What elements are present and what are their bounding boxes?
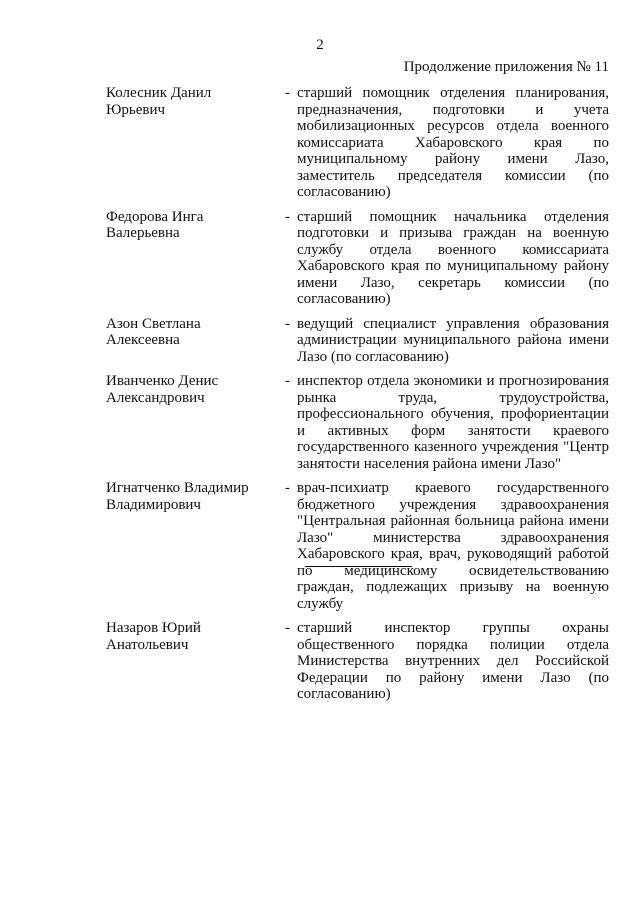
appendix-continuation-heading: Продолжение приложения № 11 <box>403 59 609 75</box>
member-name-line: Колесник Данил <box>106 85 212 101</box>
commission-members-list <box>106 85 609 703</box>
member-dash: - <box>285 373 290 389</box>
member-name-line: Владимирович <box>106 496 201 513</box>
member-item <box>106 316 609 366</box>
member-role: старший помощник отделения планирования, предназначения, подготовки и учета мобилизационных ресурсов отдела военного комиссариата Хабаровского края по муниципальному району имени Лазо, заместитель председателя комиссии (по согласованию) <box>297 85 609 200</box>
member-name <box>106 85 285 118</box>
member-name <box>106 209 285 242</box>
member-role: инспектор отдела экономики и прогнозирования рынка труда, трудоустройства, профессионального обучения, профориентации и активных форм занятости краевого государственного казенного учреждения "Центр занятости населения района имени Лазо" <box>297 373 609 472</box>
member-role: старший инспектор группы охраны общественного порядка полиции отдела Министерства внутренних дел Российской Федерации по району имени Лазо (по согласованию) <box>297 620 609 702</box>
member-role: старший помощник начальника отделения подготовки и призыва граждан на военную службу отдела военного комиссариата Хабаровского края по муниципальному району имени Лазо, секретарь комиссии (по согласованию) <box>297 208 609 307</box>
member-name-line: Федорова Инга <box>106 208 204 225</box>
member-name <box>106 373 285 406</box>
member-name <box>106 480 285 513</box>
member-name-line: Валерьевна <box>106 225 180 241</box>
member-name <box>106 620 285 653</box>
member-item <box>106 209 609 308</box>
member-name-line: Александрович <box>106 389 205 406</box>
member-role: ведущий специалист управления образования администрации муниципального района имени Лазо (по согласованию) <box>297 315 609 365</box>
page-number: 2 <box>316 37 324 53</box>
member-name <box>106 316 285 349</box>
member-dash: - <box>285 85 290 101</box>
member-item <box>106 373 609 472</box>
member-item <box>106 85 609 201</box>
end-of-list-divider <box>305 566 412 567</box>
member-name-line: Игнатченко Владимир <box>106 480 249 496</box>
member-item <box>106 620 609 703</box>
member-name-line: Назаров Юрий <box>106 620 201 636</box>
member-dash: - <box>285 480 290 496</box>
member-name-line: Анатольевич <box>106 636 189 653</box>
member-dash: - <box>285 208 290 225</box>
member-name-line: Юрьевич <box>106 101 166 118</box>
member-name-line: Иванченко Денис <box>106 373 219 389</box>
member-role: врач-психиатр краевого государственного бюджетного учреждения здравоохранения "Центральная районная больница района имени Лазо" министерства здравоохранения Хабаровского края, врач, руководящий работой по медицинскому освидетельствованию граждан, подлежащих призыву на военную службу <box>297 480 609 612</box>
member-dash: - <box>285 315 290 332</box>
member-name-line: Алексеевна <box>106 332 180 348</box>
member-dash: - <box>285 620 290 636</box>
member-name-line: Азон Светлана <box>106 315 201 332</box>
member-item <box>106 480 609 612</box>
